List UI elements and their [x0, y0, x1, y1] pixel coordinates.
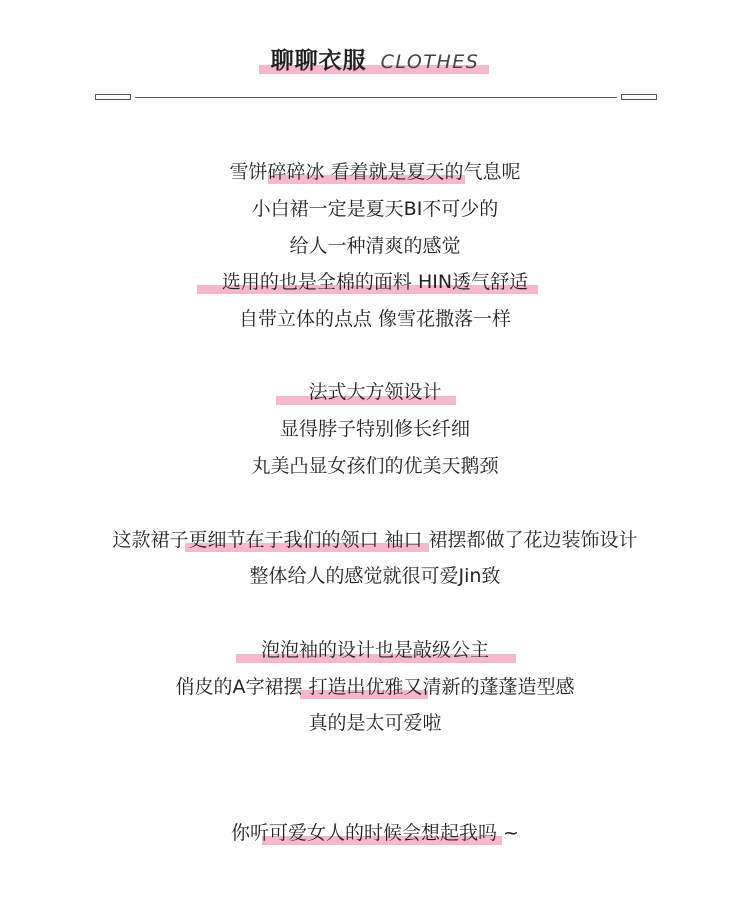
text-line: 小白裙一定是夏天BI不可少的: [251, 198, 499, 220]
text-line: 显得脖子特别修长纤细: [279, 418, 470, 440]
text-line: 你听可爱女人的时候会想起我吗 ~: [231, 822, 519, 844]
divider-right-cap: [621, 94, 657, 100]
text-line: 泡泡袖的设计也是敲级公主: [260, 639, 489, 661]
text-line: 法式大方领设计: [308, 381, 442, 403]
text-line: 选用的也是全棉的面料 HIN透气舒适: [221, 271, 529, 293]
text-line: 雪饼碎碎冰 看着就是夏天的气息呢: [229, 161, 521, 183]
title-group: [267, 42, 484, 75]
text-line: 俏皮的A字裙摆 打造出优雅又清新的蓬蓬造型感: [175, 676, 575, 698]
text-line: 自带立体的点点 像雪花撒落一样: [238, 308, 512, 330]
text-line: 整体给人的感觉就很可爱Jin致: [249, 565, 501, 587]
section-title: [0, 42, 750, 75]
text-line: 真的是太可爱啦: [308, 712, 442, 734]
text-line: 这款裙子更细节在于我们的领口 袖口 裙摆都做了花边装饰设计: [112, 529, 638, 551]
divider-left-cap: [95, 94, 131, 100]
text-line: 给人一种清爽的感觉: [289, 235, 461, 257]
title-chinese: 聊聊衣服: [270, 48, 367, 74]
title-divider: [95, 94, 657, 102]
text-line: 丸美凸显女孩们的优美天鹅颈: [251, 455, 499, 477]
title-english: CLOTHES: [380, 51, 480, 73]
divider-line: [135, 97, 617, 98]
